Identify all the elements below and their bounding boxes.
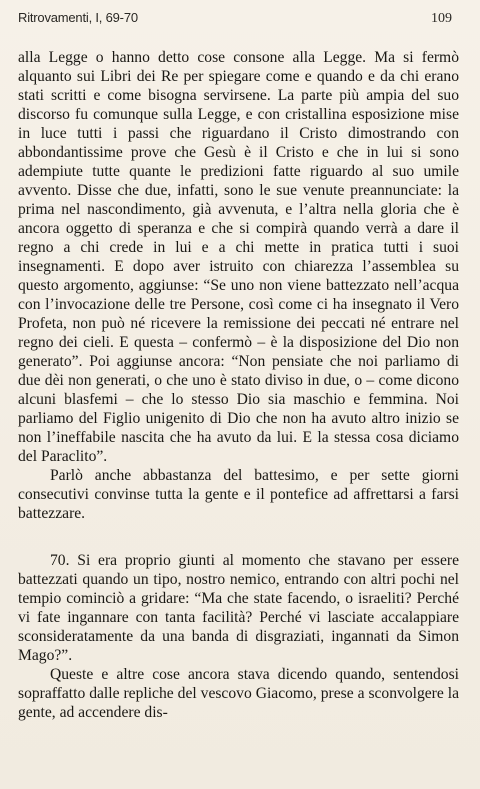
running-head <box>18 10 452 30</box>
body-text <box>18 48 459 722</box>
paragraph-continuation: alla Legge o hanno detto cose consone alla Legge. Ma si fermò alquanto sui Libri dei Re per spiegare come e quando e da chi erano stati scritti e come bisogna servirsene. La parte più ampia del suo discorso fu comunque sulla Legge, e con cristallina esposizione mise in luce tutti i passi che riguardano il Cristo dimostrando con abbondantissime prove che Gesù è il Cristo e che in lui si sono adempiute tutte quante le predizioni fatte riguardo al suo umile avvento. Disse che due, infatti, sono le sue venute preannunciate: la prima nel nascondimento, già avvenuta, e l’altra nella gloria che è ancora oggetto di speranza e che si compirà quando verrà a dare il regno a chi crede in lui e a chi mette in pratica tutti i suoi insegnamenti. E dopo aver istruito con chiarezza l’assemblea su questo argomento, aggiunse: “Se uno non viene battezzato nell’acqua con l’invocazione delle tre Persone, così come ci ha insegnato il Vero Profeta, non può né ricevere la remissione dei peccati né entrare nel regno dei cieli. E questa – confermò – è la disposizione del Dio non generato”. Poi aggiunse ancora: “Non pensiate che noi parliamo di due dèi non generati, o che uno è stato diviso in due, o – come dicono alcuni blasfemi – che lo stesso Dio sia maschio e femmina. Noi parliamo del Figlio unigenito di Dio che non ha avuto altro inizio se non l’ineffabile nascita che ha avuto da lui. E la stessa cosa diciamo del Paraclito”. <box>18 49 459 465</box>
paragraph-giacomo: Queste e altre cose ancora stava dicendo quando, sentendosi sopraffatto dalle repliche del vescovo Giacomo, prese a sconvolgere la gente, ad accendere dis- <box>18 666 459 721</box>
page-number: 109 <box>431 11 452 26</box>
paragraph-baptism: Parlò anche abbastanza del battesimo, e per sette giorni consecutivi convinse tutta la gente e il pontefice ad affrettarsi a farsi battezzare. <box>18 467 459 522</box>
paragraph-section-70: 70. Si era proprio giunti al momento che stavano per essere battezzati quando un tipo, nostro nemico, entrando con altri pochi nel tempio cominciò a gridare: “Ma che state facendo, o israeliti? Perché vi fate ingannare con tanta facilità? Perché vi lasciate accalappiare sconsideratamente da una banda di disgraziati, ingannati da Simon Mago?”. <box>18 552 459 664</box>
running-title: Ritrovamenti, I, 69-70 <box>18 10 138 25</box>
